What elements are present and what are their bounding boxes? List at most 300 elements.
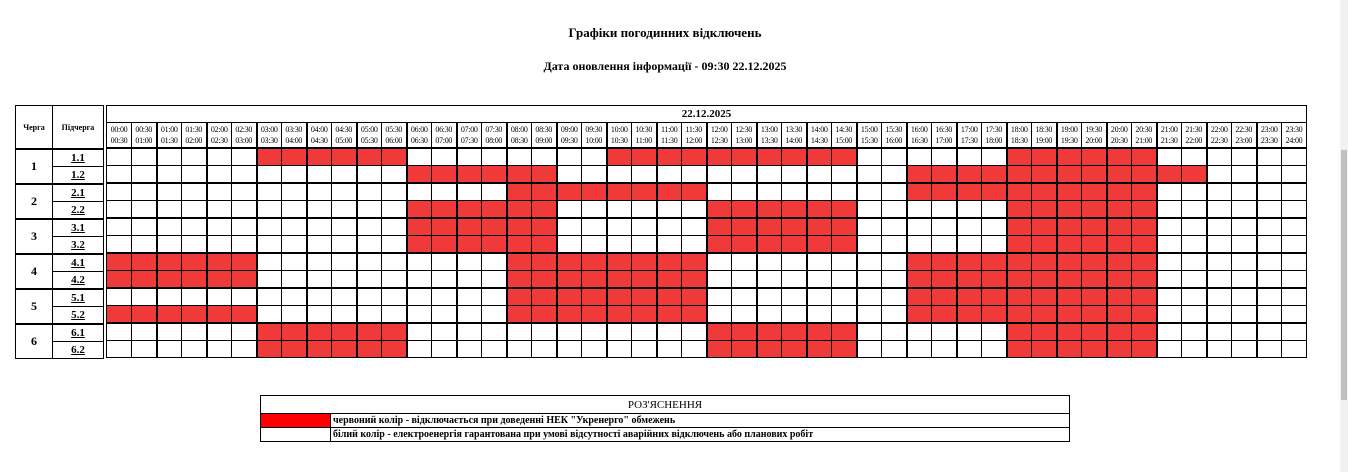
power-slot	[1282, 148, 1307, 166]
power-slot	[107, 148, 132, 166]
outage-slot	[982, 166, 1007, 184]
power-slot	[657, 323, 682, 341]
power-slot	[757, 183, 782, 201]
power-slot	[957, 236, 982, 254]
outage-slot	[1082, 271, 1107, 289]
outage-slot	[707, 323, 732, 341]
power-slot	[857, 288, 882, 306]
subqueue-label: 1.1	[53, 149, 104, 167]
outage-slot	[1007, 218, 1032, 236]
outage-slot	[1032, 341, 1057, 358]
outage-slot	[132, 306, 157, 324]
outage-slot	[132, 253, 157, 271]
time-slot-label: 21:30 22:00	[1182, 123, 1207, 149]
power-slot	[982, 218, 1007, 236]
subqueue-label: 3.2	[53, 237, 104, 255]
vertical-scrollbar[interactable]	[1340, 0, 1348, 472]
outage-slot	[457, 201, 482, 219]
power-slot	[857, 323, 882, 341]
power-slot	[1157, 183, 1182, 201]
outage-slot	[532, 253, 557, 271]
power-slot	[307, 183, 332, 201]
power-slot	[332, 183, 357, 201]
power-slot	[907, 201, 932, 219]
power-slot	[1232, 148, 1257, 166]
outage-slot	[107, 271, 132, 289]
time-slot-label: 13:30 14:00	[782, 123, 807, 149]
power-slot	[1207, 148, 1232, 166]
time-slot-label: 10:00 10:30	[607, 123, 632, 149]
power-slot	[232, 148, 257, 166]
power-slot	[857, 236, 882, 254]
outage-slot	[682, 306, 707, 324]
outage-slot	[282, 148, 307, 166]
time-slot-label: 03:30 04:00	[282, 123, 307, 149]
outage-slot	[1032, 166, 1057, 184]
power-slot	[1257, 201, 1282, 219]
outage-slot	[957, 271, 982, 289]
power-slot	[732, 271, 757, 289]
outage-slot	[1007, 236, 1032, 254]
power-slot	[657, 166, 682, 184]
power-slot	[307, 253, 332, 271]
time-slot-label: 14:00 14:30	[807, 123, 832, 149]
outage-slot	[1032, 323, 1057, 341]
power-slot	[1182, 201, 1207, 219]
power-slot	[357, 183, 382, 201]
power-slot	[1182, 323, 1207, 341]
outage-slot	[507, 166, 532, 184]
power-slot	[832, 183, 857, 201]
outage-slot	[1132, 323, 1157, 341]
outage-slot	[557, 253, 582, 271]
power-slot	[107, 341, 132, 358]
power-slot	[857, 166, 882, 184]
subqueue-row	[107, 166, 1307, 184]
outage-slot	[1057, 253, 1082, 271]
outage-slot	[607, 148, 632, 166]
power-slot	[282, 236, 307, 254]
power-slot	[432, 271, 457, 289]
outage-slot	[1107, 201, 1132, 219]
power-slot	[332, 166, 357, 184]
outage-slot	[557, 271, 582, 289]
outage-slot	[1057, 288, 1082, 306]
power-slot	[732, 253, 757, 271]
legend-header: РОЗ'ЯСНЕННЯ	[261, 396, 1070, 414]
power-slot	[257, 166, 282, 184]
power-slot	[182, 218, 207, 236]
outage-slot	[482, 201, 507, 219]
power-slot	[1257, 306, 1282, 324]
power-slot	[232, 288, 257, 306]
power-slot	[657, 201, 682, 219]
power-slot	[1232, 271, 1257, 289]
power-slot	[432, 341, 457, 358]
power-slot	[1282, 341, 1307, 358]
outage-slot	[1057, 166, 1082, 184]
outage-slot	[1082, 306, 1107, 324]
time-slot-label: 18:00 18:30	[1007, 123, 1032, 149]
power-slot	[607, 166, 632, 184]
power-slot	[407, 148, 432, 166]
outage-slot	[1032, 271, 1057, 289]
outage-slot	[757, 218, 782, 236]
power-slot	[232, 236, 257, 254]
outage-slot	[582, 288, 607, 306]
power-slot	[382, 183, 407, 201]
subqueue-label: 2.1	[53, 184, 104, 202]
power-slot	[707, 271, 732, 289]
outage-slot	[1057, 148, 1082, 166]
power-slot	[1257, 323, 1282, 341]
power-slot	[882, 201, 907, 219]
power-slot	[607, 236, 632, 254]
power-slot	[1182, 306, 1207, 324]
outage-slot	[807, 341, 832, 358]
outage-slot	[1132, 236, 1157, 254]
outage-slot	[832, 236, 857, 254]
time-slot-label: 22:00 22:30	[1207, 123, 1232, 149]
power-slot	[582, 323, 607, 341]
time-slot-label: 05:30 06:00	[382, 123, 407, 149]
power-slot	[632, 218, 657, 236]
power-slot	[157, 218, 182, 236]
power-slot	[457, 341, 482, 358]
outage-slot	[957, 166, 982, 184]
outage-slot	[157, 306, 182, 324]
outage-slot	[1032, 253, 1057, 271]
outage-slot	[982, 271, 1007, 289]
outage-slot	[682, 253, 707, 271]
subqueue-label: 3.1	[53, 219, 104, 237]
power-slot	[432, 148, 457, 166]
power-slot	[582, 148, 607, 166]
power-slot	[432, 306, 457, 324]
outage-slot	[832, 341, 857, 358]
subqueue-label: 1.2	[53, 167, 104, 185]
power-slot	[1257, 288, 1282, 306]
power-slot	[132, 218, 157, 236]
power-slot	[232, 201, 257, 219]
power-slot	[832, 306, 857, 324]
power-slot	[157, 288, 182, 306]
power-slot	[307, 236, 332, 254]
outage-slot	[732, 218, 757, 236]
outage-slot	[932, 166, 957, 184]
outage-slot	[707, 341, 732, 358]
power-slot	[1282, 236, 1307, 254]
power-slot	[232, 218, 257, 236]
power-slot	[1282, 323, 1307, 341]
outage-slot	[232, 253, 257, 271]
power-slot	[882, 341, 907, 358]
power-slot	[182, 166, 207, 184]
power-slot	[957, 341, 982, 358]
outage-slot	[1057, 183, 1082, 201]
power-slot	[507, 323, 532, 341]
power-slot	[107, 183, 132, 201]
time-slot-label: 12:30 13:00	[732, 123, 757, 149]
power-slot	[832, 253, 857, 271]
outage-slot	[307, 323, 332, 341]
power-slot	[1257, 341, 1282, 358]
subqueue-label: 5.2	[53, 307, 104, 325]
outage-slot	[1082, 253, 1107, 271]
power-slot	[207, 166, 232, 184]
power-slot	[632, 236, 657, 254]
power-slot	[682, 218, 707, 236]
power-slot	[732, 306, 757, 324]
outage-slot	[1007, 166, 1032, 184]
power-slot	[1232, 306, 1257, 324]
power-slot	[807, 183, 832, 201]
power-slot	[1182, 236, 1207, 254]
power-slot	[257, 236, 282, 254]
time-slot-label: 07:00 07:30	[457, 123, 482, 149]
time-slot-label: 11:00 11:30	[657, 123, 682, 149]
power-slot	[132, 236, 157, 254]
outage-slot	[1082, 341, 1107, 358]
power-slot	[557, 148, 582, 166]
outage-slot	[107, 253, 132, 271]
power-slot	[307, 271, 332, 289]
power-slot	[1232, 218, 1257, 236]
outage-slot	[1057, 341, 1082, 358]
outage-slot	[982, 253, 1007, 271]
power-slot	[607, 218, 632, 236]
time-slot-label: 23:30 24:00	[1282, 123, 1307, 149]
power-slot	[207, 323, 232, 341]
outage-slot	[1007, 306, 1032, 324]
queue-label: 3	[16, 219, 53, 254]
outage-slot	[1107, 148, 1132, 166]
time-slot-label: 09:30 10:00	[582, 123, 607, 149]
outage-slot	[1182, 166, 1207, 184]
outage-slot	[907, 166, 932, 184]
scrollbar-thumb[interactable]	[1341, 150, 1347, 400]
outage-slot	[507, 306, 532, 324]
outage-slot	[257, 341, 282, 358]
time-slot-header-row	[107, 123, 1307, 149]
power-slot	[432, 253, 457, 271]
outage-slot	[1157, 166, 1182, 184]
outage-slot	[1132, 201, 1157, 219]
time-slot-label: 15:30 16:00	[882, 123, 907, 149]
power-slot	[107, 236, 132, 254]
subqueue-label: 4.1	[53, 254, 104, 272]
outage-slot	[1082, 218, 1107, 236]
power-slot	[932, 236, 957, 254]
power-slot	[557, 341, 582, 358]
power-slot	[457, 148, 482, 166]
outage-slot	[657, 253, 682, 271]
subqueue-label: 6.2	[53, 342, 104, 359]
power-slot	[607, 341, 632, 358]
outage-slot	[1132, 306, 1157, 324]
schedule-date: 22.12.2025	[107, 106, 1307, 123]
power-slot	[882, 288, 907, 306]
power-slot	[807, 253, 832, 271]
outage-slot	[532, 183, 557, 201]
power-slot	[457, 306, 482, 324]
power-slot	[857, 201, 882, 219]
power-slot	[782, 306, 807, 324]
power-slot	[482, 323, 507, 341]
power-slot	[1157, 323, 1182, 341]
queue-label: 2	[16, 184, 53, 219]
update-info: Дата оновлення інформації - 09:30 22.12.2025	[543, 59, 787, 73]
power-slot	[1207, 306, 1232, 324]
queue-label: 5	[16, 289, 53, 324]
power-slot	[807, 306, 832, 324]
outage-slot	[932, 271, 957, 289]
power-slot	[982, 341, 1007, 358]
outage-slot	[1132, 288, 1157, 306]
power-slot	[157, 183, 182, 201]
power-slot	[1157, 253, 1182, 271]
power-slot	[232, 183, 257, 201]
power-slot	[157, 201, 182, 219]
outage-slot	[182, 253, 207, 271]
power-slot	[682, 201, 707, 219]
outage-slot	[1107, 341, 1132, 358]
power-slot	[1257, 253, 1282, 271]
power-slot	[532, 341, 557, 358]
power-slot	[1207, 341, 1232, 358]
power-slot	[982, 201, 1007, 219]
outage-slot	[607, 306, 632, 324]
power-slot	[357, 271, 382, 289]
power-slot	[907, 341, 932, 358]
outage-slot	[282, 323, 307, 341]
subqueue-column-header: Підчерга	[53, 106, 104, 150]
time-slot-label: 10:30 11:00	[632, 123, 657, 149]
power-slot	[332, 253, 357, 271]
time-slot-label: 00:30 01:00	[132, 123, 157, 149]
subqueue-row	[107, 201, 1307, 219]
outage-slot	[232, 306, 257, 324]
power-slot	[757, 271, 782, 289]
power-slot	[482, 341, 507, 358]
outage-slot	[1007, 148, 1032, 166]
power-slot	[707, 306, 732, 324]
outage-slot	[757, 323, 782, 341]
subqueue-row	[107, 306, 1307, 324]
time-slot-label: 07:30 08:00	[482, 123, 507, 149]
power-slot	[782, 183, 807, 201]
power-slot	[257, 253, 282, 271]
outage-slot	[632, 148, 657, 166]
power-slot	[282, 201, 307, 219]
outage-slot	[757, 341, 782, 358]
outage-slot	[632, 253, 657, 271]
power-slot	[1282, 288, 1307, 306]
power-slot	[832, 288, 857, 306]
power-slot	[457, 253, 482, 271]
power-slot	[1257, 271, 1282, 289]
power-slot	[107, 166, 132, 184]
power-slot	[207, 201, 232, 219]
power-slot	[832, 166, 857, 184]
outage-slot	[932, 253, 957, 271]
outage-slot	[257, 148, 282, 166]
outage-slot	[807, 218, 832, 236]
outage-slot	[382, 323, 407, 341]
power-slot	[932, 218, 957, 236]
power-slot	[757, 288, 782, 306]
outage-slot	[1107, 323, 1132, 341]
outage-slot	[607, 253, 632, 271]
power-slot	[957, 218, 982, 236]
outage-slot	[407, 201, 432, 219]
outage-slot	[657, 271, 682, 289]
power-slot	[882, 218, 907, 236]
outage-slot	[557, 288, 582, 306]
outage-slot	[782, 218, 807, 236]
power-slot	[907, 218, 932, 236]
power-slot	[482, 183, 507, 201]
power-slot	[282, 306, 307, 324]
outage-slot	[1132, 218, 1157, 236]
outage-slot	[632, 288, 657, 306]
power-slot	[707, 166, 732, 184]
outage-slot	[532, 288, 557, 306]
power-slot	[182, 341, 207, 358]
power-slot	[282, 253, 307, 271]
outage-slot	[1007, 253, 1032, 271]
outage-slot	[782, 148, 807, 166]
outage-slot	[1057, 306, 1082, 324]
outage-slot	[632, 306, 657, 324]
power-slot	[1232, 236, 1257, 254]
power-slot	[557, 218, 582, 236]
outage-slot	[507, 288, 532, 306]
power-slot	[1257, 236, 1282, 254]
outage-slot	[682, 271, 707, 289]
power-slot	[1282, 271, 1307, 289]
power-slot	[582, 201, 607, 219]
power-slot	[257, 183, 282, 201]
time-slot-label: 16:30 17:00	[932, 123, 957, 149]
outage-slot	[1032, 288, 1057, 306]
time-slot-label: 16:00 16:30	[907, 123, 932, 149]
time-slot-label: 05:00 05:30	[357, 123, 382, 149]
power-slot	[182, 323, 207, 341]
outage-slot	[682, 148, 707, 166]
power-slot	[282, 166, 307, 184]
outage-slot	[907, 288, 932, 306]
power-slot	[357, 288, 382, 306]
outage-slot	[1082, 236, 1107, 254]
outage-slot	[1007, 288, 1032, 306]
time-slot-label: 19:30 20:00	[1082, 123, 1107, 149]
outage-slot	[1032, 236, 1057, 254]
power-slot	[1157, 306, 1182, 324]
subqueue-row	[107, 236, 1307, 254]
outage-slot	[1007, 183, 1032, 201]
power-slot	[532, 148, 557, 166]
outage-schedule-grid	[106, 105, 1307, 358]
time-slot-label: 12:00 12:30	[707, 123, 732, 149]
power-slot	[557, 166, 582, 184]
subqueue-row	[107, 253, 1307, 271]
outage-slot	[507, 183, 532, 201]
power-slot	[832, 271, 857, 289]
outage-slot	[732, 323, 757, 341]
outage-slot	[257, 323, 282, 341]
outage-slot	[357, 323, 382, 341]
